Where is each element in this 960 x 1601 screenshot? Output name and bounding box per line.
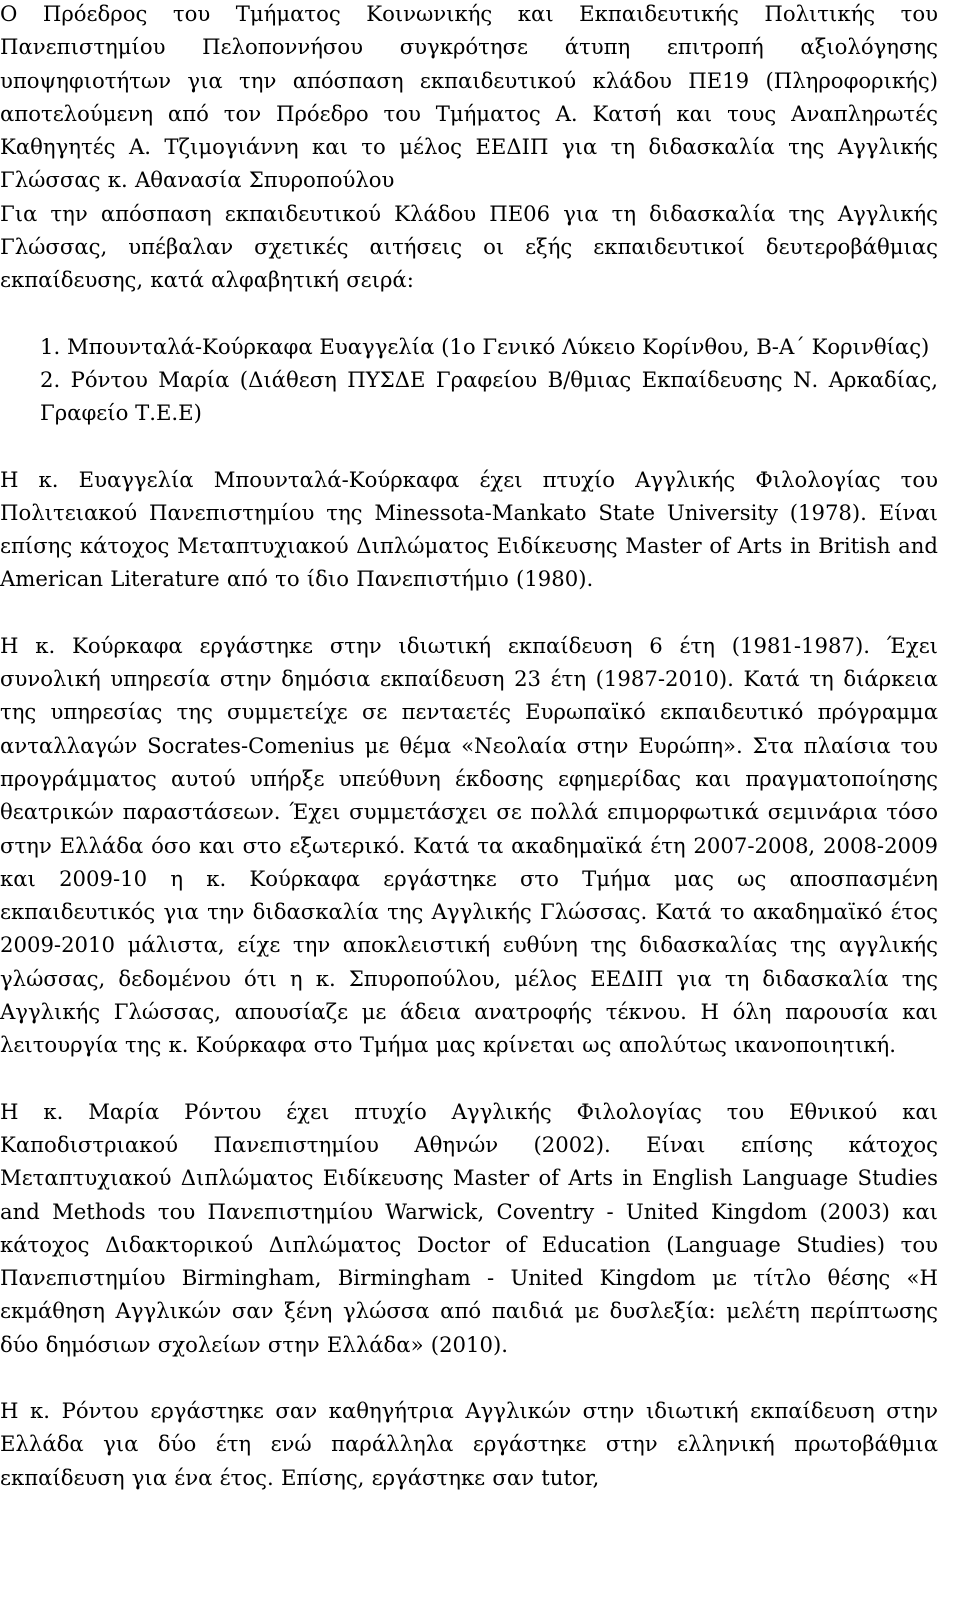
body-paragraph-kourkafa-experience: Η κ. Κούρκαφα εργάστηκε στην ιδιωτική εκπαίδευση 6 έτη (1981-1987). Έχει συνολική υπηρεσία στην δημόσια εκπαίδευση 23 έτη (1987-2010). Κατά τη διάρκεια της υπηρεσίας της συμμετείχε σε πενταετές Ευρωπαϊκό εκπαιδευτικό πρόγραμμα ανταλλαγών Socrates-Comenius με θέμα «Νεολαία στην Ευρώπη». Στα πλαίσια του προγράμματος αυτού υπήρξε υπεύθυνη έκδοσης εφημερίδας και πραγματοποίησης θεατρικών παραστάσεων. Έχει συμμετάσχει σε πολλά επιμορφωτικά σεμινάρια τόσο στην Ελλάδα όσο και στο εξωτερικό. Κατά τα ακαδημαϊκά έτη 2007-2008, 2008-2009 και 2009-10 η κ. Κούρκαφα εργάστηκε στο Τμήμα μας ως αποσπασμένη εκπαιδευτικός για την διδασκαλία της Αγγλικής Γλώσσας. Κατά το ακαδημαϊκό έτος 2009-2010 μάλιστα, είχε την αποκλειστική ευθύνη της διδασκαλίας της αγγλικής γλώσσας, δεδομένου ότι η κ. Σπυροπούλου, μέλος ΕΕΔΙΠ για τη διδασκαλία της Αγγλικής Γλώσσας, απουσίαζε με άδεια ανατροφής τέκνου. Η όλη παρουσία και λειτουργία της κ. Κούρκαφα στο Τμήμα μας κρίνεται ως απολύτως ικανοποιητική.	[0, 632, 938, 1058]
list-item	[0, 363, 938, 430]
candidate-number: 1.	[40, 333, 61, 359]
paragraph-gap	[0, 1361, 938, 1394]
paragraph-gap	[0, 430, 938, 463]
body-paragraph-rontou-education: Η κ. Μαρία Ρόντου έχει πτυχίο Αγγλικής Φιλολογίας του Εθνικού και Καποδιστριακού Πανεπιστημίου Αθηνών (2002). Είναι επίσης κάτοχος Μεταπτυχιακού Διπλώματος Ειδίκευσης Master of Arts in English Language Studies and Methods του Πανεπιστημίου Warwick, Coventry - United Kingdom (2003) και κάτοχος Διδακτορικού Διπλώματος Doctor of Education (Language Studies) του Πανεπιστημίου Birmingham, Birmingham - United Kingdom με τίτλο θέσης «Η εκμάθηση Αγγλικών σαν ξένη γλώσσα από παιδιά με δυσλεξία: μελέτη περίπτωσης δύο δημόσιων σχολείων στην Ελλάδα» (2010).	[0, 1098, 938, 1357]
paragraph-gap	[0, 596, 938, 629]
candidate-list	[0, 330, 938, 430]
body-paragraph-kourkafa-education: Η κ. Ευαγγελία Μπουνταλά-Κούρκαφα έχει πτυχίο Αγγλικής Φιλολογίας του Πολιτειακού Πανεπιστημίου της Minessota-Mankato State University (1978). Είναι επίσης κάτοχος Μεταπτυχιακού Διπλώματος Ειδίκευσης Master of Arts in British and American Literature από το ίδιο Πανεπιστήμιο (1980).	[0, 466, 938, 592]
body-paragraph-rontou-experience: Η κ. Ρόντου εργάστηκε σαν καθηγήτρια Αγγλικών στην ιδιωτική εκπαίδευση στην Ελλάδα για δύο έτη ενώ παράλληλα εργάστηκε στην ελληνική πρωτοβάθμια εκπαίδευση για ένα έτος. Επίσης, εργάστηκε σαν tutor,	[0, 1397, 938, 1490]
paragraph-gap	[0, 1062, 938, 1095]
paragraph-gap	[0, 297, 938, 330]
candidate-text: Μπουνταλά-Κούρκαφα Ευαγγελία (1ο Γενικό Λύκειο Κορίνθου, Β-Α΄ Κορινθίας)	[66, 333, 930, 359]
candidate-text: Ρόντου Μαρία (Διάθεση ΠΥΣΔΕ Γραφείου Β/θμιας Εκπαίδευσης Ν. Αρκαδίας, Γραφείο Τ.Ε.Ε)	[40, 366, 938, 426]
list-item	[0, 330, 938, 363]
intro-paragraph-committee: Ο Πρόεδρος του Τμήματος Κοινωνικής και Εκπαιδευτικής Πολιτικής του Πανεπιστημίου Πελοποννήσου συγκρότησε άτυπη επιτροπή αξιολόγησης υποψηφιοτήτων για την απόσπαση εκπαιδευτικού κλάδου ΠΕ19 (Πληροφορικής) αποτελούμενη από τον Πρόεδρο του Τμήματος Α. Κατσή και τους Αναπληρωτές Καθηγητές Α. Τζιμογιάννη και το μέλος ΕΕΔΙΠ για τη διδασκαλία της Αγγλικής Γλώσσας κ. Αθανασία Σπυροπούλου	[0, 1, 938, 193]
intro-paragraph-applicants: Για την απόσπαση εκπαιδευτικού Κλάδου ΠΕ06 για τη διδασκαλία της Αγγλικής Γλώσσας, υπέβαλαν σχετικές αιτήσεις οι εξής εκπαιδευτικοί δευτεροβάθμιας εκπαίδευσης, κατά αλφαβητική σειρά:	[0, 200, 938, 293]
candidate-number: 2.	[40, 366, 61, 392]
